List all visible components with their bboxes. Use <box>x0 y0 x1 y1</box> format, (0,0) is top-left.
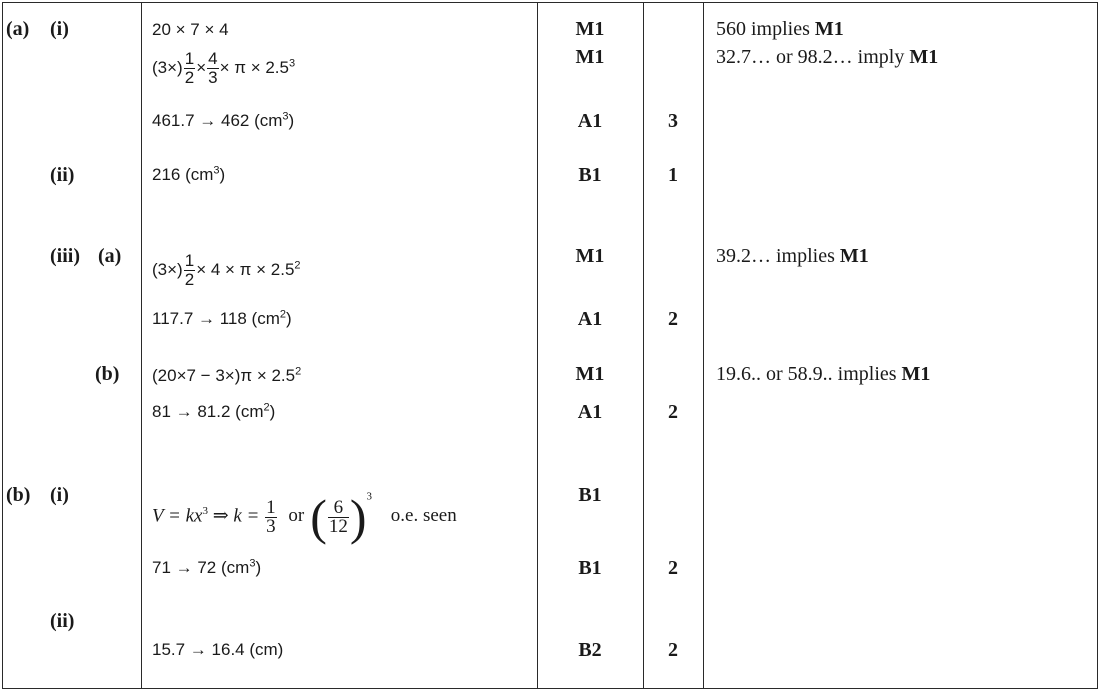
subquestion-label: (i) <box>50 18 69 40</box>
subquestion-label: (iii) <box>50 245 80 267</box>
working-formula: (3×) $\frac{1}{2}$ × $4 \times \pi \times 2.5^2$ <box>152 251 301 289</box>
working-line: 71 → 72 $(cm^3)$ <box>152 557 262 577</box>
mark-code: M1 <box>575 245 605 267</box>
mark-code: M1 <box>575 18 605 40</box>
mark-code: B1 <box>578 484 602 506</box>
working-line: 20 × 7 × 4 <box>152 20 229 39</box>
subquestion-label: (ii) <box>50 164 75 186</box>
fraction: $\frac{1}{2}$ <box>184 49 195 87</box>
working-formula: (3×) $\frac{1}{2}$ × $\frac{4}{3}$ × $\pi \times 2.5^3$ <box>152 49 296 87</box>
mark-code: B1 <box>578 164 602 186</box>
mark-total: 2 <box>668 308 678 330</box>
mark-code: M1 <box>575 363 605 385</box>
subquestion-label: (a) <box>98 245 122 267</box>
mark-total: 2 <box>668 639 678 661</box>
working-line: 216 $(cm^3)$ <box>152 164 226 184</box>
guidance-note: 560 implies M1 <box>716 18 844 40</box>
guidance-note: 39.2… implies M1 <box>716 245 869 267</box>
subquestion-label: (ii) <box>50 610 75 632</box>
column-border <box>537 2 538 689</box>
column-border <box>1097 2 1098 689</box>
working-text: (3×) <box>152 57 183 77</box>
mark-total: 1 <box>668 164 678 186</box>
mark-total: 2 <box>668 401 678 423</box>
question-label: (b) <box>6 484 31 506</box>
mark-code: B2 <box>578 639 602 661</box>
working-line: 117.7 → 118 $(cm^2)$ <box>152 308 292 328</box>
mark-code: A1 <box>577 401 603 423</box>
working-line: $(20\times 7 - 3\times)\pi \times 2.5^2$ <box>152 365 302 385</box>
fraction: $\frac{4}{3}$ <box>208 49 218 87</box>
fraction: $\frac{1}{2}$ <box>184 251 195 289</box>
mark-total: 2 <box>668 557 678 579</box>
column-border <box>643 2 644 689</box>
column-border <box>703 2 704 689</box>
fraction: $\frac{6}{12}$ <box>328 496 348 537</box>
working-line: 461.7 → 462 $(cm^3)$ <box>152 110 295 130</box>
subquestion-label: (i) <box>50 484 69 506</box>
mark-total: 3 <box>668 110 678 132</box>
column-border <box>2 2 3 689</box>
mark-code: M1 <box>575 46 605 68</box>
mark-code: A1 <box>577 308 603 330</box>
mark-code: B1 <box>578 557 602 579</box>
table-bottom-border <box>2 688 1098 689</box>
column-border <box>141 2 142 689</box>
fraction: $\frac{1}{3}$ <box>266 496 276 537</box>
mark-code: A1 <box>577 110 603 132</box>
subquestion-label: (b) <box>95 363 120 385</box>
working-line: 15.7 → 16.4 (cm) <box>152 640 284 659</box>
question-label: (a) <box>6 18 30 40</box>
guidance-note: 32.7… or 98.2… imply M1 <box>716 46 939 68</box>
guidance-note: 19.6.. or 58.9.. implies M1 <box>716 363 931 385</box>
working-formula: $V = kx^3$ ⇒ k = $\frac{1}{3}$ or ( $\frac{6}{12}$ )$^3$ o.e. seen <box>152 489 457 545</box>
working-line: 81 → 81.2 $(cm^2)$ <box>152 401 276 421</box>
table-top-border <box>2 2 1098 3</box>
